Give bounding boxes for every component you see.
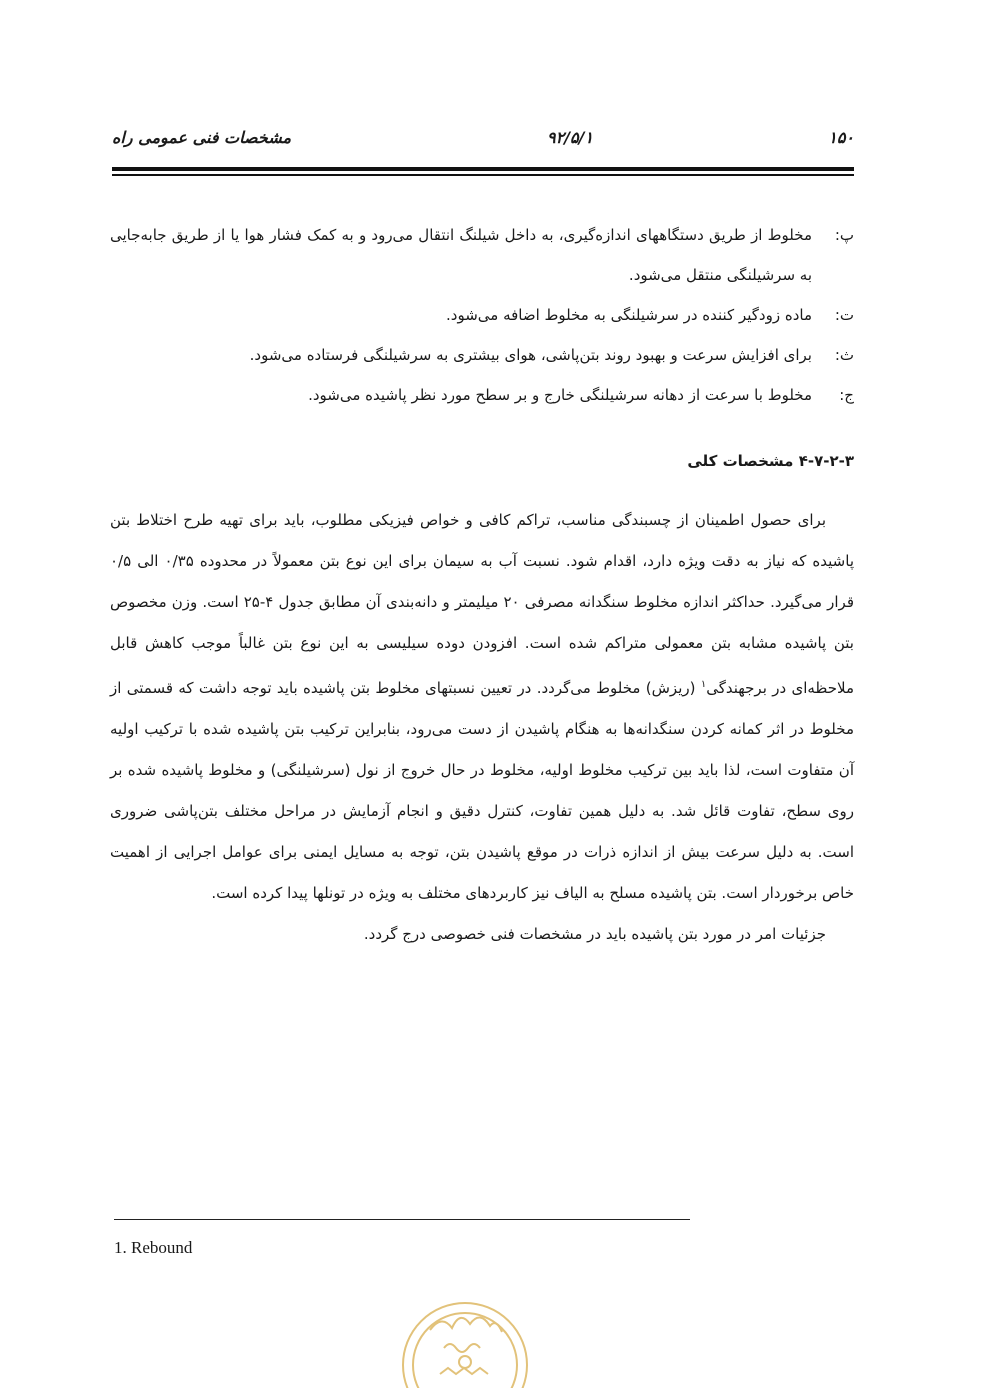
list-marker: ت: bbox=[834, 306, 854, 324]
list-marker: ث: bbox=[834, 346, 854, 364]
paragraph-text: برای حصول اطمینان از چسبندگی مناسب، تراکم کافی و خواص فیزیکی مطلوب، باید برای تهیه طرح اختلاط بتن پاشیده که نیاز به دقت ویژه دارد، اقدام شود. نسبت آب به سیمان برای این نوع بتن معمولاً در محدوده ۰/۳۵ الی ۰/۵ قرار می‌گیرد. حداکثر اندازه مخلوط سنگدانه مصرفی ۲۰ میلیمتر و دانه‌بندی آن مطابق جدول ۴-۲۵ است. وزن مخصوص بتن پاشیده مشابه بتن معمولی متراکم شده است. افزودن دوده سیلیسی به این نوع بتن غالباً موجب کاهش قابل ملاحظه‌ای در برجهندگی bbox=[110, 511, 855, 697]
paragraph-text: جزئیات امر در مورد بتن پاشیده باید در مشخصات فنی خصوصی درج گردد. bbox=[363, 925, 826, 943]
list-text: ماده زودگیر کننده در سرشیلنگی به مخلوط اضافه می‌شود. bbox=[446, 306, 812, 324]
section-heading: ۴-۷-۲-۳ مشخصات کلی bbox=[687, 452, 854, 470]
header-rule-thin bbox=[112, 174, 854, 176]
list-marker: ج: bbox=[839, 386, 854, 404]
page-header bbox=[112, 128, 854, 158]
list-marker: پ: bbox=[834, 226, 854, 244]
header-rule-thick bbox=[112, 167, 854, 171]
paragraph-text: (ریزش) مخلوط می‌گردد. در تعیین نسبتهای مخلوط بتن پاشیده باید توجه داشت که قسمتی از مخلوط در اثر کمانه کردن سنگدانه‌ها به هنگام پاشیدن از دست می‌رود، بنابراین ترکیب بتن پاشیده شده با ترکیب اولیه آن متفاوت است، لذا باید بین ترکیب مخلوط اولیه، مخلوط در حال خروج از نول (سرشیلنگی) و مخلوط پاشیده شده بر روی سطح، تفاوت قائل شد. به دلیل همین تفاوت، کنترل دقیق و انجام آزمایش در مراحل مختلف بتن‌پاشی ضروری است. به دلیل سرعت بیش از اندازه ذرات در موقع پاشیدن بتن، توجه به مسایل ایمنی برای عوامل اجرایی از اهمیت خاص برخوردار است. بتن پاشیده مسلح به الیاف نیز کاربردهای مختلف به ویژه در تونلها پیدا کرده است. bbox=[110, 679, 854, 902]
page-number: ۱۵۰ bbox=[828, 128, 854, 147]
footnote-reference[interactable]: ۱ bbox=[700, 679, 707, 690]
list-item bbox=[110, 295, 854, 335]
list-text: مخلوط از طریق دستگاههای اندازه‌گیری، به داخل شیلنگ انتقال می‌رود و به کمک فشار هوا یا از طریق جابه‌جایی به سرشیلنگی منتقل می‌شود. bbox=[110, 226, 812, 284]
process-list bbox=[110, 215, 854, 415]
list-item bbox=[110, 335, 854, 375]
header-title: مشخصات فنی عمومی راه bbox=[112, 128, 292, 147]
list-item bbox=[110, 215, 854, 295]
seal-watermark-icon bbox=[400, 1290, 530, 1388]
paragraph bbox=[110, 500, 854, 914]
list-item bbox=[110, 375, 854, 415]
section-body bbox=[110, 500, 854, 955]
header-date: ۹۲/۵/۱ bbox=[547, 128, 594, 147]
list-text: مخلوط با سرعت از دهانه سرشیلنگی خارج و بر سطح مورد نظر پاشیده می‌شود. bbox=[308, 386, 812, 404]
list-text: برای افزایش سرعت و بهبود روند بتن‌پاشی، هوای بیشتری به سرشیلنگی فرستاده می‌شود. bbox=[249, 346, 812, 364]
footnote-divider bbox=[114, 1219, 690, 1220]
footnote: 1. Rebound bbox=[114, 1238, 193, 1257]
paragraph bbox=[110, 914, 854, 955]
